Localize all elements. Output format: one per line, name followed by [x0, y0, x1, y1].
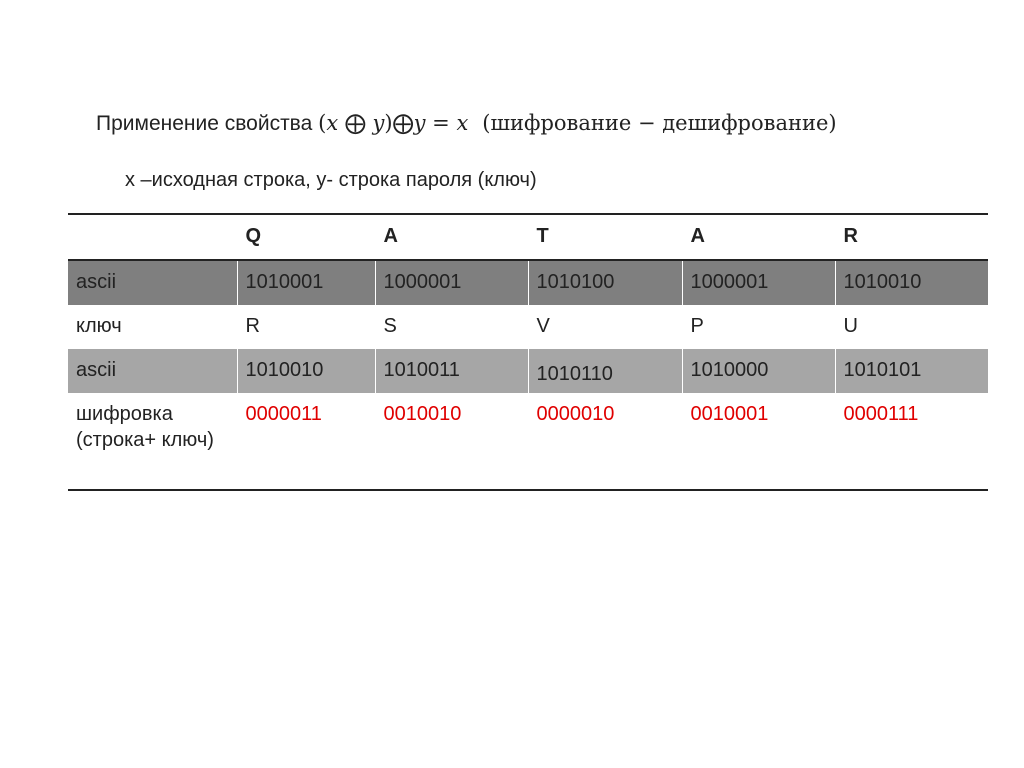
formula-paren-open: ( [318, 111, 327, 135]
xor-formula [318, 111, 836, 135]
table-cell: U [835, 305, 988, 349]
formula-note: (шифрование − дешифрование) [482, 111, 837, 135]
table-cell: 1010101 [835, 349, 988, 393]
header-cell-empty [68, 214, 237, 260]
formula-x1: x [326, 111, 339, 135]
cipher-cell: 0000111 [835, 393, 988, 490]
table-cell: 1010100 [528, 260, 682, 305]
table-cell: 1010000 [682, 349, 835, 393]
xor-cipher-table [68, 213, 988, 491]
table-row-key [68, 305, 988, 349]
table-cell: S [375, 305, 528, 349]
table-cell-text: 1010110 [536, 363, 613, 385]
cipher-cell: 0000011 [237, 393, 375, 490]
table-row-source-ascii [68, 260, 988, 305]
table-row-key-ascii [68, 349, 988, 393]
formula-equals: = [425, 111, 457, 135]
row-label: ключ [76, 315, 122, 337]
header-cell-r: R [835, 214, 988, 260]
cipher-cell: 0010010 [375, 393, 528, 490]
table-cell: 1010010 [237, 349, 375, 393]
table-cell: P [682, 305, 835, 349]
table-cell: 1000001 [375, 260, 528, 305]
table-cell: 1010010 [835, 260, 988, 305]
row-label: шифровка (строка+ ключ) [68, 393, 237, 490]
formula-y2: y [413, 111, 426, 135]
slide-subtitle: x –исходная строка, y- строка пароля (ключ) [125, 169, 537, 191]
header-cell-a2: A [682, 214, 835, 260]
cipher-cell: 0000010 [528, 393, 682, 490]
header-cell-q: Q [237, 214, 375, 260]
table-cell: V [528, 305, 682, 349]
table-cell: R [237, 305, 375, 349]
table-cell: 1010001 [237, 260, 375, 305]
table-cell [528, 349, 682, 393]
table-row-cipher [68, 393, 988, 490]
table-header-row [68, 214, 988, 260]
cipher-cell: 0010001 [682, 393, 835, 490]
row-label: ascii [68, 349, 237, 393]
title-text: Применение свойства [96, 112, 313, 135]
table-cell: 1000001 [682, 260, 835, 305]
formula-close-oplus: )⨁ [384, 111, 414, 135]
formula-x2: x [456, 111, 469, 135]
table-cell: 1010011 [375, 349, 528, 393]
formula-oplus-1: ⨁ [338, 111, 373, 135]
header-cell-a1: A [375, 214, 528, 260]
slide-title [96, 108, 837, 139]
row-label: ascii [68, 260, 237, 305]
header-cell-t: T [528, 214, 682, 260]
formula-y1: y [372, 111, 385, 135]
